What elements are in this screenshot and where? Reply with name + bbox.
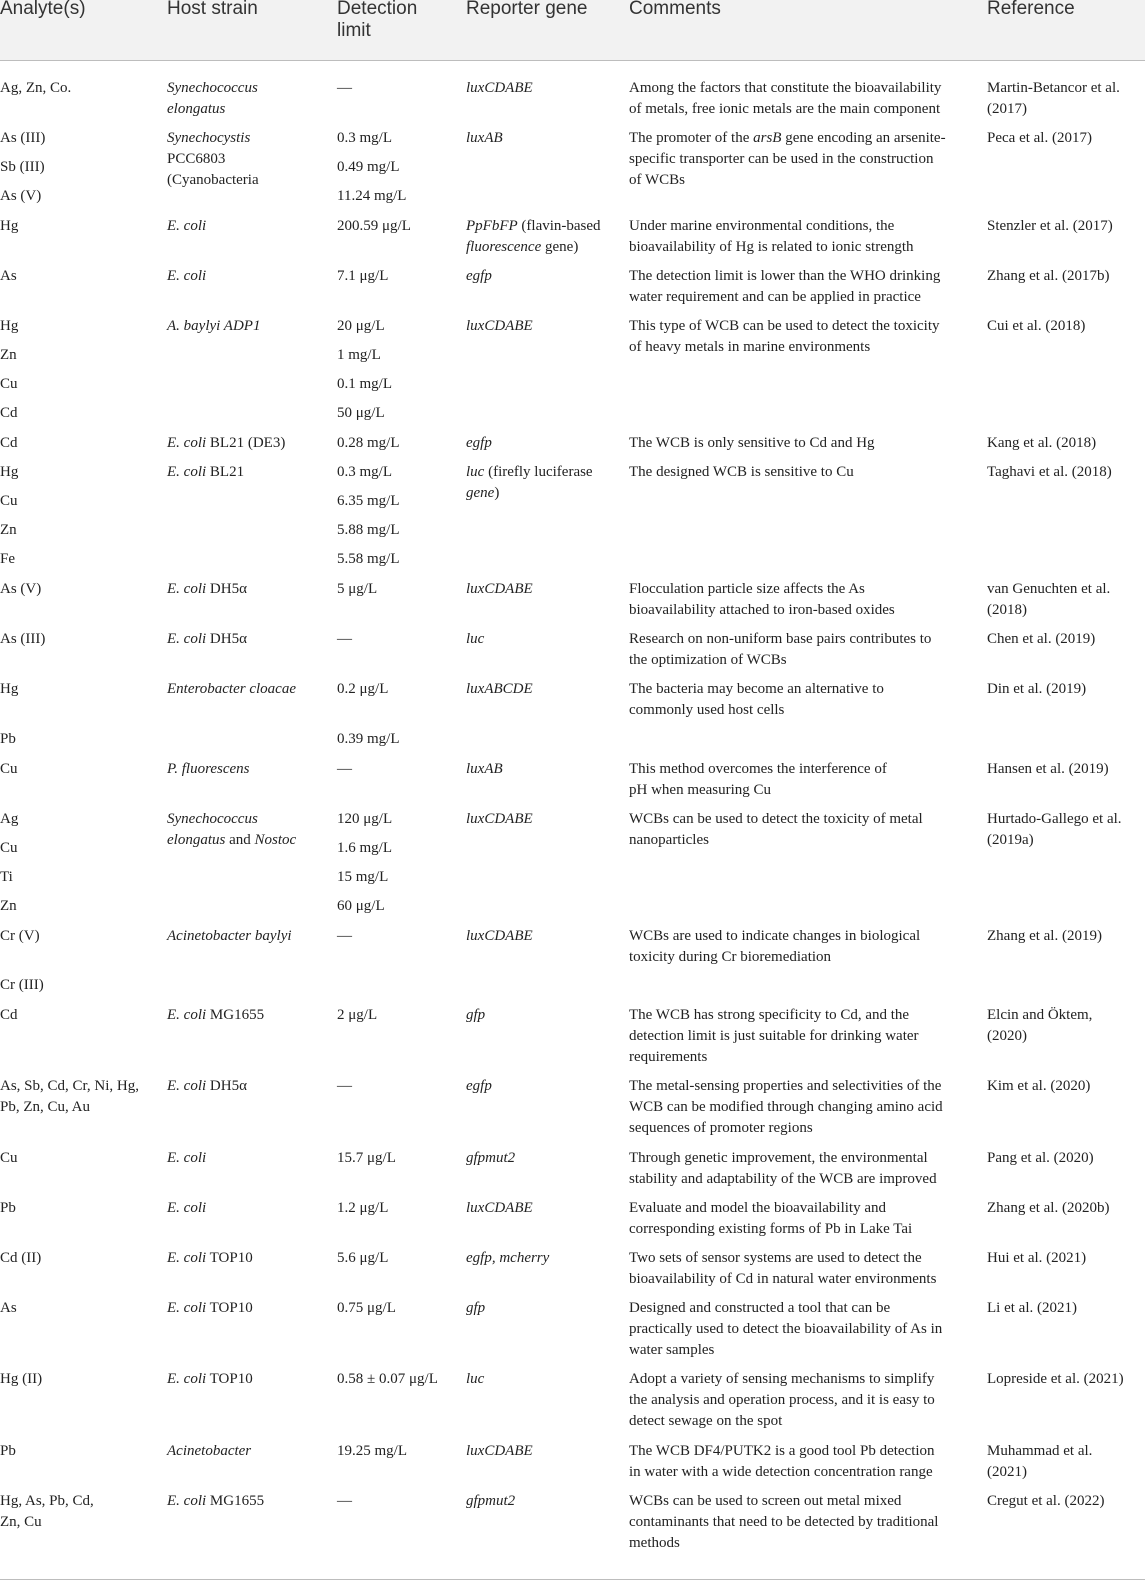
cell-comments: The promoter of the arsB gene encoding an arsenite- specific transporter can be used in the construction of WCBs xyxy=(629,130,946,188)
cell-analyte: Zn xyxy=(0,898,17,914)
cell-limit: 15 mg/L xyxy=(337,869,389,885)
cell-analyte: Sb (III) xyxy=(0,159,45,175)
cell-analyte: As (V) xyxy=(0,581,42,597)
cell-analyte: As (V) xyxy=(0,188,42,204)
cell-host: A. baylyi ADP1 xyxy=(167,318,261,334)
cell-analyte: Ag xyxy=(0,811,19,827)
cell-limit: 0.2 μg/L xyxy=(337,681,389,697)
cell-ref: Hui et al. (2021) xyxy=(987,1250,1087,1266)
cell-comments: The WCB DF4/PUTK2 is a good tool Pb detection in water with a wide detection concentration range xyxy=(629,1443,935,1480)
cell-comments: This method overcomes the interference of pH when measuring Cu xyxy=(629,761,887,798)
table-bottom-rule xyxy=(0,1579,1145,1580)
cell-limit: 15.7 μg/L xyxy=(337,1150,396,1166)
cell-ref: Zhang et al. (2017b) xyxy=(987,268,1110,284)
cell-limit: 5.88 mg/L xyxy=(337,522,400,538)
cell-ref: Kang et al. (2018) xyxy=(987,435,1097,451)
cell-ref: Cui et al. (2018) xyxy=(987,318,1086,334)
cell-ref: van Genuchten et al. (2018) xyxy=(987,581,1111,618)
cell-limit: 60 μg/L xyxy=(337,898,385,914)
table-header xyxy=(0,0,1145,61)
header-reporter-gene: Reporter gene xyxy=(466,0,588,19)
cell-host: P. fluorescens xyxy=(167,761,250,777)
cell-analyte: Pb xyxy=(0,731,16,747)
cell-host: E. coli xyxy=(167,1150,207,1166)
cell-limit: 1.2 μg/L xyxy=(337,1200,389,1216)
cell-analyte: As (III) xyxy=(0,130,46,146)
cell-gene: luxCDABE xyxy=(466,1200,533,1216)
cell-ref: Kim et al. (2020) xyxy=(987,1078,1091,1094)
cell-limit: — xyxy=(337,631,352,647)
cell-host: E. coli DH5α xyxy=(167,631,247,647)
cell-ref: Zhang et al. (2020b) xyxy=(987,1200,1110,1216)
cell-host: E. coli xyxy=(167,218,207,234)
cell-comments: The metal-sensing properties and selectivities of the WCB can be modified through changing amino acid sequences of promoter regions xyxy=(629,1078,943,1136)
cell-analyte: As xyxy=(0,1300,17,1316)
cell-analyte: As xyxy=(0,268,17,284)
cell-limit: — xyxy=(337,80,352,96)
cell-limit: 0.1 mg/L xyxy=(337,376,392,392)
cell-gene: luxCDABE xyxy=(466,928,533,944)
cell-analyte: Cu xyxy=(0,1150,18,1166)
cell-host: E. coli DH5α xyxy=(167,1078,247,1094)
cell-analyte: Hg xyxy=(0,218,19,234)
cell-host: E. coli MG1655 xyxy=(167,1007,265,1023)
cell-host: Synechococcus elongatus and Nostoc xyxy=(167,811,297,848)
cell-host: E. coli xyxy=(167,1200,207,1216)
cell-host: Acinetobacter xyxy=(167,1443,252,1459)
cell-limit: 200.59 μg/L xyxy=(337,218,411,234)
cell-analyte: Zn xyxy=(0,347,17,363)
cell-analyte: Hg, As, Pb, Cd, Zn, Cu xyxy=(0,1493,94,1530)
cell-limit: 50 μg/L xyxy=(337,405,385,421)
cell-host: E. coli TOP10 xyxy=(167,1371,253,1387)
header-analytes: Analyte(s) xyxy=(0,0,86,19)
cell-analyte: Cd xyxy=(0,435,18,451)
cell-ref: Cregut et al. (2022) xyxy=(987,1493,1105,1509)
cell-analyte: Fe xyxy=(0,551,15,567)
cell-analyte: Cu xyxy=(0,376,18,392)
cell-gene: gfp xyxy=(466,1007,486,1023)
cell-ref: Pang et al. (2020) xyxy=(987,1150,1094,1166)
cell-host: E. coli BL21 (DE3) xyxy=(167,435,286,451)
cell-ref: Hurtado-Gallego et al. (2019a) xyxy=(987,811,1122,848)
cell-limit: 0.58 ± 0.07 μg/L xyxy=(337,1371,438,1387)
cell-ref: Stenzler et al. (2017) xyxy=(987,218,1113,234)
cell-host: Enterobacter cloacae xyxy=(167,681,296,697)
cell-host: E. coli MG1655 xyxy=(167,1493,265,1509)
cell-limit: 19.25 mg/L xyxy=(337,1443,407,1459)
cell-gene: gfp xyxy=(466,1300,486,1316)
cell-comments: Designed and constructed a tool that can be practically used to detect the bioavailability of As in water samples xyxy=(629,1300,943,1358)
cell-host: E. coli BL21 xyxy=(167,464,245,480)
cell-limit: 5.58 mg/L xyxy=(337,551,400,567)
cell-comments: WCBs can be used to screen out metal mixed contaminants that need to be detected by traditional methods xyxy=(629,1493,939,1551)
header-reference: Reference xyxy=(987,0,1075,19)
cell-gene: egfp xyxy=(466,435,492,451)
cell-comments: WCBs can be used to detect the toxicity of metal nanoparticles xyxy=(629,811,923,848)
cell-limit: 11.24 mg/L xyxy=(337,188,407,204)
cell-ref: Taghavi et al. (2018) xyxy=(987,464,1112,480)
cell-comments: The detection limit is lower than the WHO drinking water requirement and can be applied in practice xyxy=(629,268,941,305)
cell-analyte: Hg xyxy=(0,318,19,334)
cell-gene: PpFbFP (flavin-based fluorescence gene) xyxy=(466,218,601,255)
cell-analyte: Pb xyxy=(0,1443,16,1459)
cell-host: Synechococcus elongatus xyxy=(167,80,258,117)
cell-limit: 0.28 mg/L xyxy=(337,435,400,451)
cell-gene: luc xyxy=(466,631,485,647)
cell-analyte: Cu xyxy=(0,493,18,509)
cell-comments: Among the factors that constitute the bioavailability of metals, free ionic metals are the main component xyxy=(629,80,942,117)
cell-limit: 0.49 mg/L xyxy=(337,159,400,175)
cell-limit: 6.35 mg/L xyxy=(337,493,400,509)
header-host-strain: Host strain xyxy=(167,0,258,19)
cell-limit: 2 μg/L xyxy=(337,1007,378,1023)
cell-limit: 0.75 μg/L xyxy=(337,1300,396,1316)
cell-analyte: Ti xyxy=(0,869,13,885)
cell-comments: Research on non-uniform base pairs contributes to the optimization of WCBs xyxy=(629,631,932,668)
cell-host: E. coli TOP10 xyxy=(167,1300,253,1316)
cell-comments: Under marine environmental conditions, the bioavailability of Hg is related to ionic strength xyxy=(629,218,914,255)
cell-ref: Zhang et al. (2019) xyxy=(987,928,1102,944)
cell-gene: luxAB xyxy=(466,761,503,777)
cell-analyte: Ag, Zn, Co. xyxy=(0,80,72,96)
cell-limit: — xyxy=(337,1493,352,1509)
cell-limit: — xyxy=(337,928,352,944)
cell-comments: WCBs are used to indicate changes in biological toxicity during Cr bioremediation xyxy=(629,928,921,965)
cell-limit: 5.6 μg/L xyxy=(337,1250,389,1266)
cell-gene: luxABCDE xyxy=(466,681,533,697)
cell-analyte: Cr (V) xyxy=(0,928,40,944)
cell-limit: 1.6 mg/L xyxy=(337,840,392,856)
cell-analyte: Hg xyxy=(0,681,19,697)
cell-gene: luxCDABE xyxy=(466,1443,533,1459)
cell-ref: Din et al. (2019) xyxy=(987,681,1087,697)
cell-limit: 0.39 mg/L xyxy=(337,731,400,747)
cell-host: Acinetobacter baylyi xyxy=(167,928,292,944)
cell-host: E. coli xyxy=(167,268,207,284)
cell-ref: Chen et al. (2019) xyxy=(987,631,1096,647)
cell-analyte: As (III) xyxy=(0,631,46,647)
cell-gene: egfp xyxy=(466,1078,492,1094)
cell-comments: Flocculation particle size affects the As bioavailability attached to iron-based oxides xyxy=(629,581,895,618)
cell-gene: gfpmut2 xyxy=(466,1493,516,1509)
cell-limit: 5 μg/L xyxy=(337,581,378,597)
cell-ref: Elcin and Öktem, (2020) xyxy=(987,1007,1093,1044)
cell-gene: luxCDABE xyxy=(466,811,533,827)
cell-comments: Through genetic improvement, the environmental stability and adaptability of the WCB are improved xyxy=(629,1150,937,1187)
header-detection-limit: Detection limit xyxy=(337,0,418,41)
cell-gene: egfp, mcherry xyxy=(466,1250,550,1266)
cell-limit: 120 μg/L xyxy=(337,811,393,827)
cell-comments: Adopt a variety of sensing mechanisms to simplify the analysis and operation process, and it is easy to detect sewage on the spot xyxy=(629,1371,935,1429)
cell-ref: Peca et al. (2017) xyxy=(987,130,1092,146)
cell-limit: 1 mg/L xyxy=(337,347,381,363)
cell-comments: The WCB is only sensitive to Cd and Hg xyxy=(629,435,875,451)
cell-gene: luxCDABE xyxy=(466,318,533,334)
cell-analyte: Hg xyxy=(0,464,19,480)
cell-comments: The WCB has strong specificity to Cd, and the detection limit is just suitable for drinking water requirements xyxy=(629,1007,919,1065)
cell-analyte: Cd xyxy=(0,405,18,421)
cell-gene: luc (firefly luciferase gene) xyxy=(466,464,593,501)
cell-analyte: Zn xyxy=(0,522,17,538)
cell-limit: 0.3 mg/L xyxy=(337,464,392,480)
cell-ref: Martin-Betancor et al. (2017) xyxy=(987,80,1120,117)
cell-comments: Evaluate and model the bioavailability and corresponding existing forms of Pb in Lake Tai xyxy=(629,1200,913,1237)
cell-limit: 7.1 μg/L xyxy=(337,268,389,284)
cell-comments: The designed WCB is sensitive to Cu xyxy=(629,464,854,480)
cell-analyte: As, Sb, Cd, Cr, Ni, Hg, Pb, Zn, Cu, Au xyxy=(0,1078,139,1115)
cell-comments: This type of WCB can be used to detect the toxicity of heavy metals in marine environments xyxy=(629,318,940,355)
cell-ref: Lopreside et al. (2021) xyxy=(987,1371,1124,1387)
cell-gene: luxCDABE xyxy=(466,581,533,597)
cell-comments: Two sets of sensor systems are used to detect the bioavailability of Cd in natural water environments xyxy=(629,1250,937,1287)
cell-analyte: Cu xyxy=(0,761,18,777)
cell-host: E. coli DH5α xyxy=(167,581,247,597)
cell-analyte: Pb xyxy=(0,1200,16,1216)
cell-analyte: Cu xyxy=(0,840,18,856)
cell-analyte: Cd (II) xyxy=(0,1250,42,1266)
cell-limit: — xyxy=(337,761,352,777)
cell-gene: luc xyxy=(466,1371,485,1387)
cell-gene: egfp xyxy=(466,268,492,284)
cell-comments: The bacteria may become an alternative to commonly used host cells xyxy=(629,681,884,718)
cell-analyte: Hg (II) xyxy=(0,1371,43,1387)
cell-analyte: Cd xyxy=(0,1007,18,1023)
cell-gene: gfpmut2 xyxy=(466,1150,516,1166)
cell-gene: luxAB xyxy=(466,130,503,146)
cell-ref: Li et al. (2021) xyxy=(987,1300,1077,1316)
cell-gene: luxCDABE xyxy=(466,80,533,96)
header-comments: Comments xyxy=(629,0,721,19)
cell-limit: 20 μg/L xyxy=(337,318,385,334)
cell-host: E. coli TOP10 xyxy=(167,1250,253,1266)
cell-ref: Muhammad et al. (2021) xyxy=(987,1443,1093,1480)
cell-limit: 0.3 mg/L xyxy=(337,130,392,146)
cell-limit: — xyxy=(337,1078,352,1094)
cell-host: Synechocystis PCC6803 (Cyanobacteria xyxy=(167,130,259,188)
cell-ref: Hansen et al. (2019) xyxy=(987,761,1109,777)
cell-analyte: Cr (III) xyxy=(0,977,44,993)
